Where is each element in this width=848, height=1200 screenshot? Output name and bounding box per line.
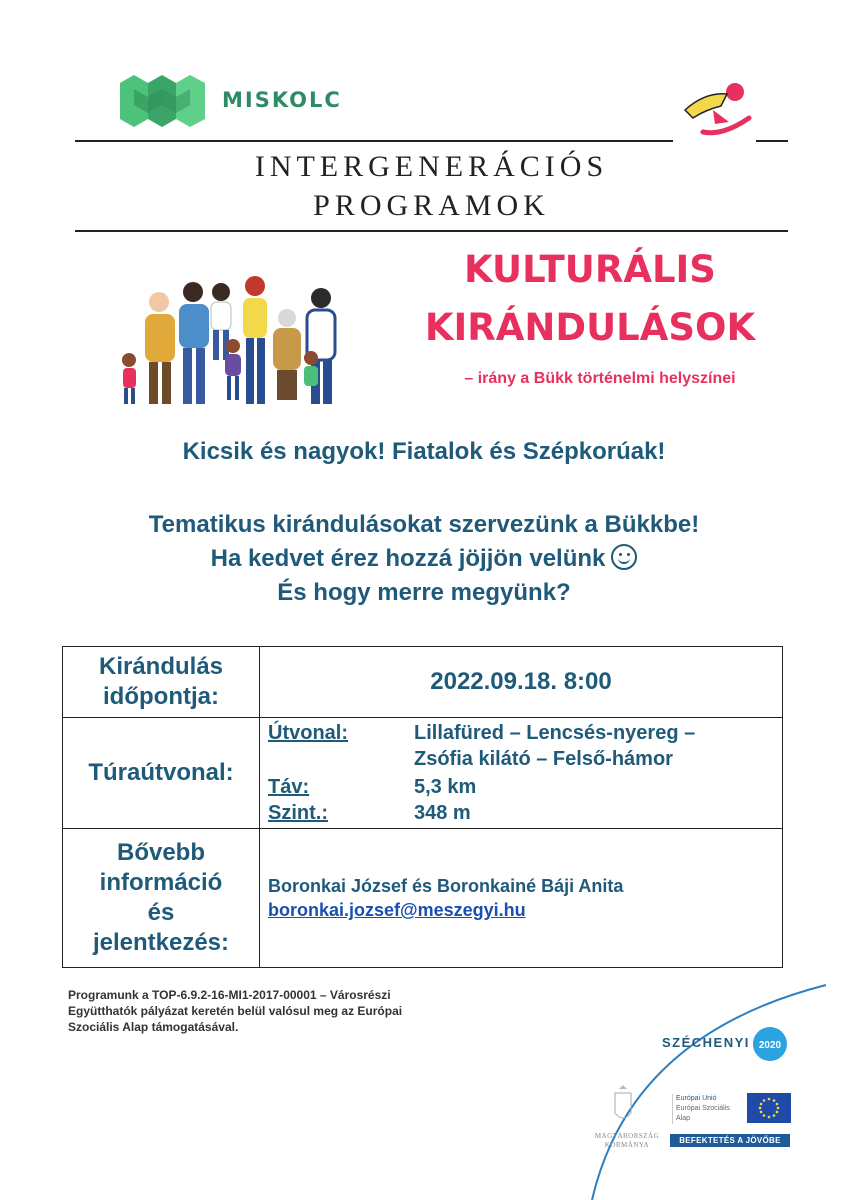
funding-note-line3: Szociális Alap támogatásával.: [68, 1020, 239, 1034]
government-label: [592, 1132, 662, 1150]
szechenyi-label: SZÉCHENYI: [662, 1035, 750, 1050]
miskolc-logo-icon: [120, 75, 205, 127]
contact-names: Boronkai József és Boronkainé Báji Anita: [268, 876, 624, 896]
program-heading-line1: INTERGENERÁCIÓS: [254, 150, 609, 183]
distance-value: 5,3 km: [414, 776, 477, 798]
eu-label-line1: Európai Unió: [676, 1095, 717, 1102]
intro-line1: Tematikus kirándulásokat szervezünk a Bükkbe!: [148, 511, 700, 538]
program-heading-line2: PROGRAMOK: [313, 189, 550, 222]
badge-year: 2020: [758, 1040, 782, 1051]
table-row: [63, 647, 783, 718]
route-label: Túraútvonal:: [63, 718, 260, 829]
table-row: [63, 829, 783, 968]
hungary-crest-icon: [612, 1085, 634, 1125]
title-line1: KULTURÁLIS: [464, 248, 716, 291]
contact-cell: [260, 829, 783, 968]
trip-info-table: [62, 646, 783, 968]
elevation-value: 348 m: [414, 802, 471, 824]
eu-flag-icon: [747, 1093, 791, 1123]
route-key: Útvonal:: [268, 722, 348, 744]
funding-note-line1: Programunk a TOP-6.9.2-16-MI1-2017-00001 – Városrészi: [68, 988, 391, 1002]
city-name: MISKOLC: [222, 88, 342, 112]
invest-banner: BEFEKTETÉS A JÖVŐBE: [670, 1134, 790, 1147]
date-label-line1: Kirándulás: [98, 653, 224, 680]
skier-icon: [675, 80, 755, 144]
title-subtitle: – irány a Bükk történelmi helyszínei: [464, 370, 736, 387]
funding-note: [68, 987, 488, 1035]
eu-label-line3: Alap: [676, 1115, 691, 1122]
distance-key: Táv:: [268, 776, 310, 798]
route-cell: [260, 718, 783, 829]
header-rule-short: [756, 140, 788, 142]
contact-label-line3: és: [147, 899, 175, 926]
contact-label-line1: Bővebb: [116, 839, 205, 866]
heading-rule: [75, 230, 788, 232]
contact-label-line2: információ: [99, 869, 223, 896]
family-illustration: [115, 262, 350, 412]
tagline: Kicsik és nagyok! Fiatalok és Szépkorúak!: [182, 438, 666, 465]
table-row: [63, 718, 783, 829]
date-value: 2022.09.18. 8:00: [260, 647, 783, 718]
elevation-key: Szint.:: [268, 802, 328, 824]
government-label-line1: MAGYARORSZÁG: [594, 1132, 660, 1140]
route-value-line2: Zsófia kilátó – Felső-hámor: [414, 748, 673, 770]
date-label: [63, 647, 260, 718]
smiley-icon: [611, 544, 637, 570]
eu-label-line2: Európai Szociális: [676, 1105, 730, 1112]
contact-label: [63, 829, 260, 968]
intro-line2-text: Ha kedvet érez hozzá jöjjön velünk: [210, 545, 606, 572]
funding-note-line2: Együtthatók pályázat keretén belül valósul meg az Európai: [68, 1004, 403, 1018]
intro-line2: [0, 542, 848, 576]
date-label-line2: időpontja:: [103, 683, 219, 710]
contact-label-line4: jelentkezés:: [92, 929, 230, 956]
eu-label: [672, 1094, 730, 1124]
intro-line3: És hogy merre megyünk?: [277, 579, 571, 606]
government-label-line2: KORMÁNYA: [604, 1141, 650, 1149]
contact-email-link[interactable]: boronkai.jozsef@meszegyi.hu: [268, 900, 526, 920]
header-rule: [75, 140, 673, 142]
title-line2: KIRÁNDULÁSOK: [424, 306, 756, 349]
route-value-line1: Lillafüred – Lencsés-nyereg –: [414, 722, 696, 744]
szechenyi-2020-badge: [753, 1027, 787, 1061]
